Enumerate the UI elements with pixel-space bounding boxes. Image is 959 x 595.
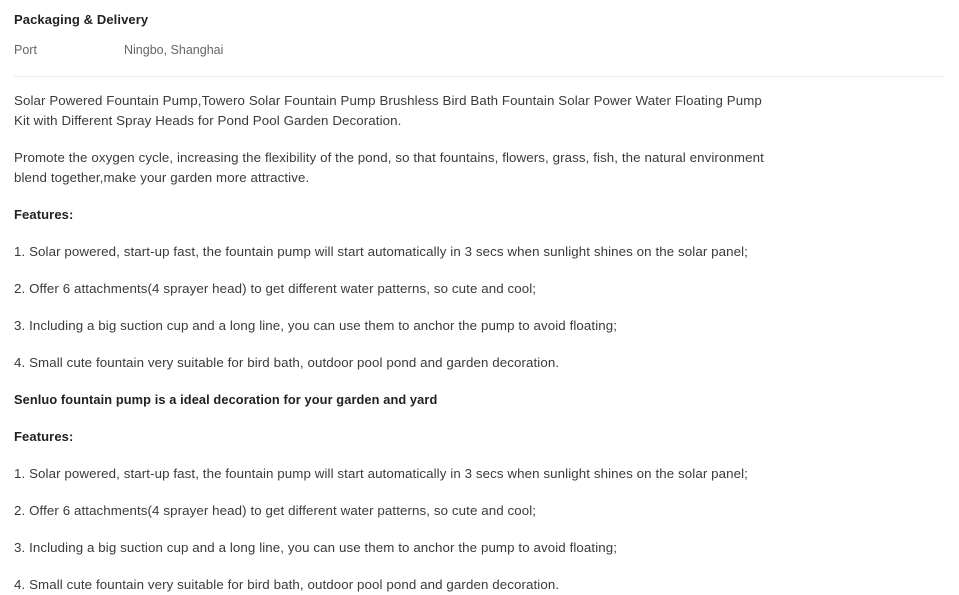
spec-label-port: Port	[14, 43, 37, 57]
brand-tagline: Senluo fountain pump is a ideal decoration for your garden and yard	[14, 392, 438, 407]
spec-value-port: Ningbo, Shanghai	[124, 43, 224, 57]
packaging-spec-table	[14, 42, 944, 62]
feature-item-1-1: 1. Solar powered, start-up fast, the fountain pump will start automatically in 3 secs when sunlight shines on the solar panel;	[14, 244, 748, 259]
table-row	[14, 42, 944, 62]
product-promote-paragraph: Promote the oxygen cycle, increasing the flexibility of the pond, so that fountains, flowers, grass, fish, the natural environment blend together,make your garden more attractive.	[14, 150, 764, 185]
feature-item-1-4: 4. Small cute fountain very suitable for bird bath, outdoor pool pond and garden decoration.	[14, 355, 560, 370]
packaging-delivery-heading: Packaging & Delivery	[14, 12, 149, 27]
feature-item-1-2: 2. Offer 6 attachments(4 sprayer head) to get different water patterns, so cute and cool;	[14, 281, 537, 296]
features-heading-1: Features:	[14, 207, 74, 222]
features-heading-2: Features:	[14, 429, 74, 444]
feature-item-2-3: 3. Including a big suction cup and a long line, you can use them to anchor the pump to avoid floating;	[14, 540, 618, 555]
page-right-margin	[950, 0, 959, 535]
feature-item-2-4: 4. Small cute fountain very suitable for bird bath, outdoor pool pond and garden decoration.	[14, 577, 560, 592]
product-intro-paragraph: Solar Powered Fountain Pump,Towero Solar Fountain Pump Brushless Bird Bath Fountain Solar Power Water Floating Pump Kit with Different Spray Heads for Pond Pool Garden Decoration.	[14, 93, 762, 128]
feature-item-1-3: 3. Including a big suction cup and a long line, you can use them to anchor the pump to avoid floating;	[14, 318, 618, 333]
feature-item-2-1: 1. Solar powered, start-up fast, the fountain pump will start automatically in 3 secs when sunlight shines on the solar panel;	[14, 466, 748, 481]
feature-item-2-2: 2. Offer 6 attachments(4 sprayer head) to get different water patterns, so cute and cool;	[14, 503, 537, 518]
section-divider	[14, 76, 943, 77]
